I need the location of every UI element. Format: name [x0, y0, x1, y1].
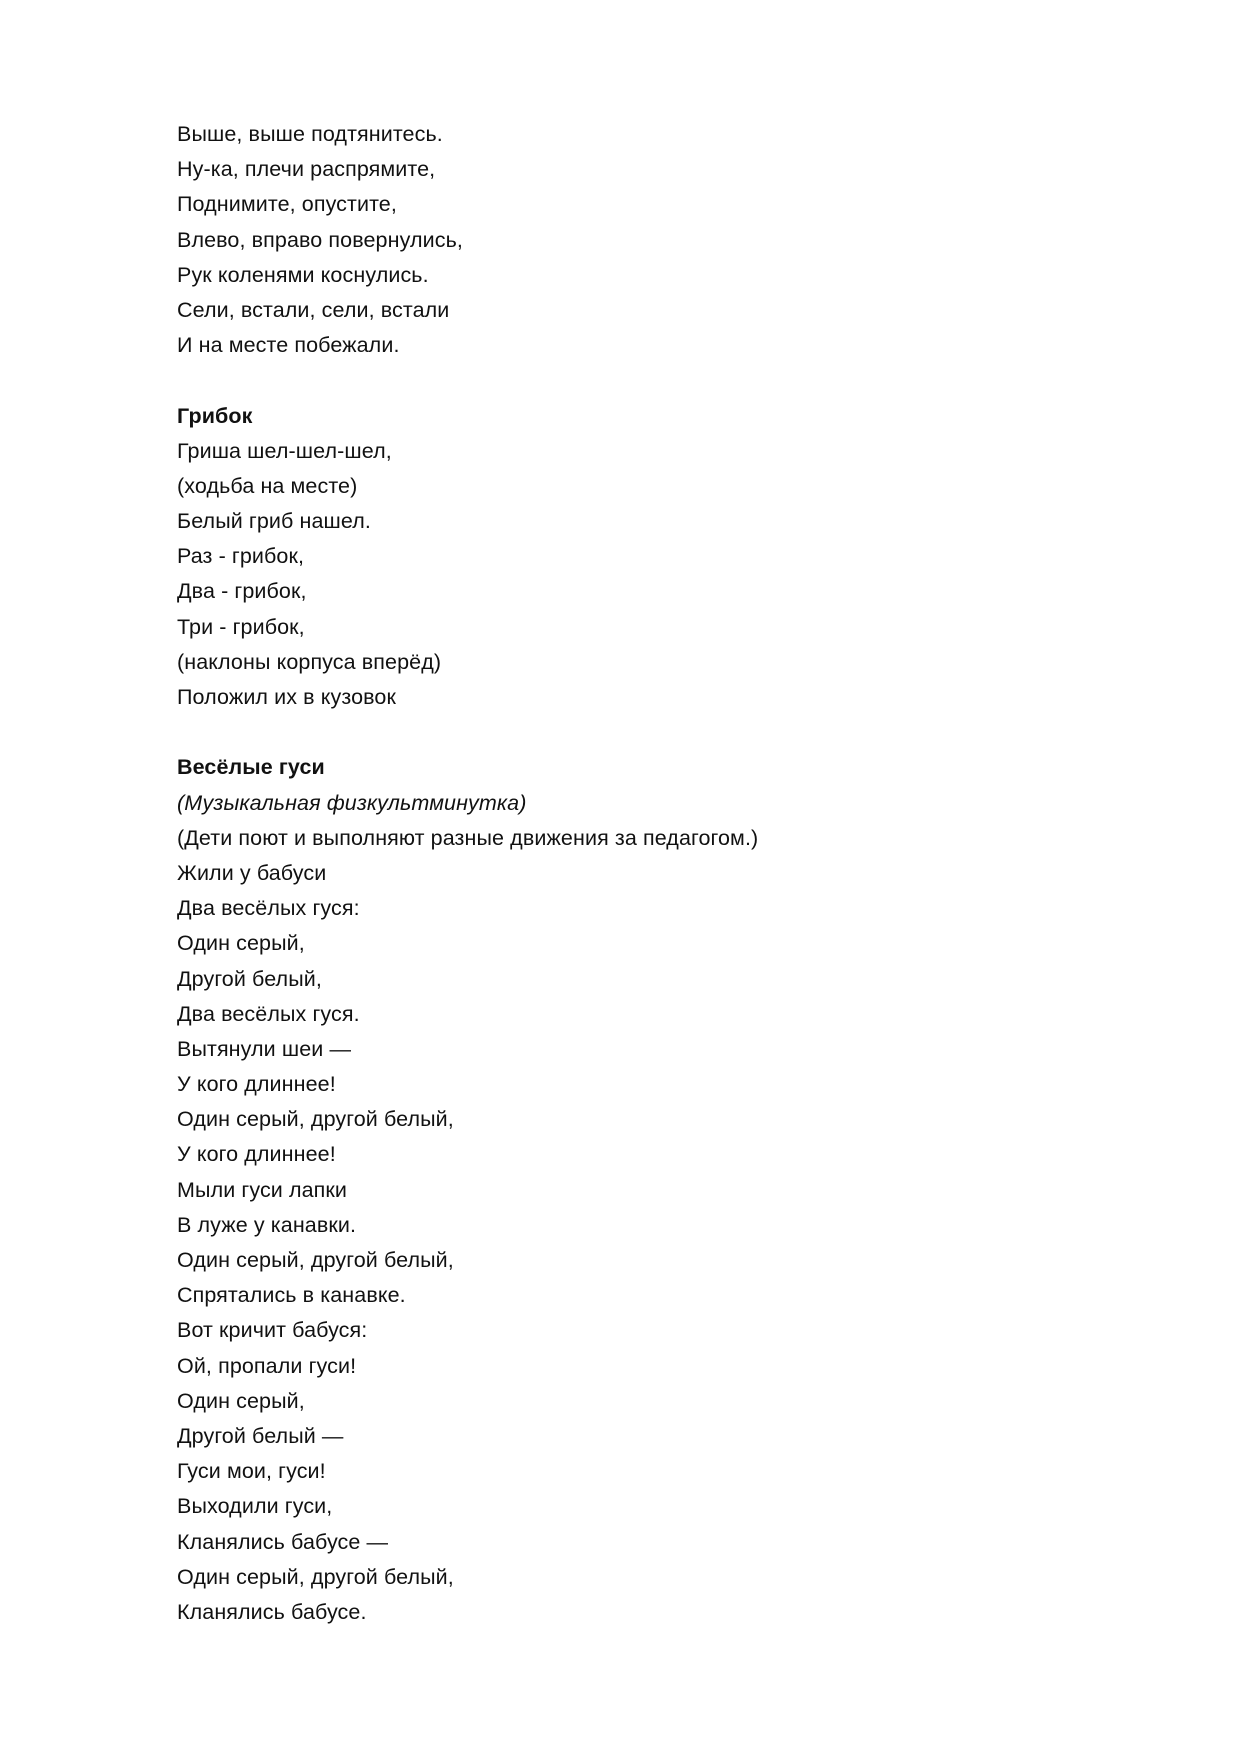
poem-line: Влево, вправо повернулись, — [177, 227, 463, 252]
poem-line: Выше, выше подтянитесь. — [177, 122, 443, 146]
section-subtitle: (Музыкальная физкультминутка) — [177, 790, 527, 815]
poem-line: Другой белый, — [177, 966, 322, 991]
poem-line: Один серый, другой белый, — [177, 1248, 454, 1272]
poem-line: Гриша шел-шел-шел, — [177, 438, 392, 463]
poem-line: Ну-ка, плечи распрямите, — [177, 157, 436, 182]
poem-line: У кого длиннее! — [177, 1072, 336, 1097]
poem-line: Три - грибок, — [177, 614, 305, 639]
poem-line: Один серый, другой белый, — [177, 1564, 454, 1589]
poem-line: Мыли гуси лапки — [177, 1177, 348, 1202]
section-note: (Дети поют и выполняют разные движения за педагогом.) — [177, 825, 759, 850]
poem-line: Выходили гуси, — [177, 1494, 333, 1519]
poem-intro — [177, 117, 1137, 363]
poem-line: Два весёлых гуся: — [177, 896, 360, 921]
poem-line: (наклоны корпуса вперёд) — [177, 649, 442, 674]
poem-line: Положил их в кузовок — [177, 685, 396, 709]
poem-line: Другой белый — — [177, 1423, 344, 1448]
poem-line: Раз - грибок, — [177, 544, 305, 569]
poem-line: Сели, встали, сели, встали — [177, 297, 450, 322]
poem-gusi — [177, 750, 1137, 1630]
poem-line: Ой, пропали гуси! — [177, 1353, 357, 1378]
poem-line: Белый гриб нашел. — [177, 509, 371, 534]
document-content — [177, 117, 1137, 1630]
poem-line: У кого длиннее! — [177, 1142, 336, 1167]
poem-gribok — [177, 399, 1137, 716]
poem-line: Вот кричит бабуся: — [177, 1318, 368, 1343]
poem-line: В луже у канавки. — [177, 1212, 357, 1237]
poem-line: Кланялись бабусе — — [177, 1529, 389, 1554]
poem-line: Один серый, другой белый, — [177, 1107, 454, 1132]
poem-line: Два весёлых гуся. — [177, 1001, 360, 1026]
poem-line: Вытянули шеи — — [177, 1036, 352, 1061]
poem-line: И на месте побежали. — [177, 333, 400, 358]
section-heading: Весёлые гуси — [177, 755, 325, 780]
poem-line: Гуси мои, гуси! — [177, 1459, 326, 1484]
poem-line: Поднимите, опустите, — [177, 192, 397, 217]
poem-line: Жили у бабуси — [177, 860, 327, 885]
section-heading: Грибок — [177, 403, 253, 428]
poem-line: Один серый, — [177, 931, 305, 956]
section-spacer — [177, 715, 1137, 750]
poem-line: (ходьба на месте) — [177, 473, 358, 498]
poem-line: Спрятались в канавке. — [177, 1283, 406, 1308]
poem-line: Два - грибок, — [177, 579, 307, 604]
poem-line: Один серый, — [177, 1388, 305, 1413]
poem-line: Кланялись бабусе. — [177, 1599, 367, 1624]
poem-line: Рук коленями коснулись. — [177, 262, 429, 287]
section-spacer — [177, 363, 1137, 398]
